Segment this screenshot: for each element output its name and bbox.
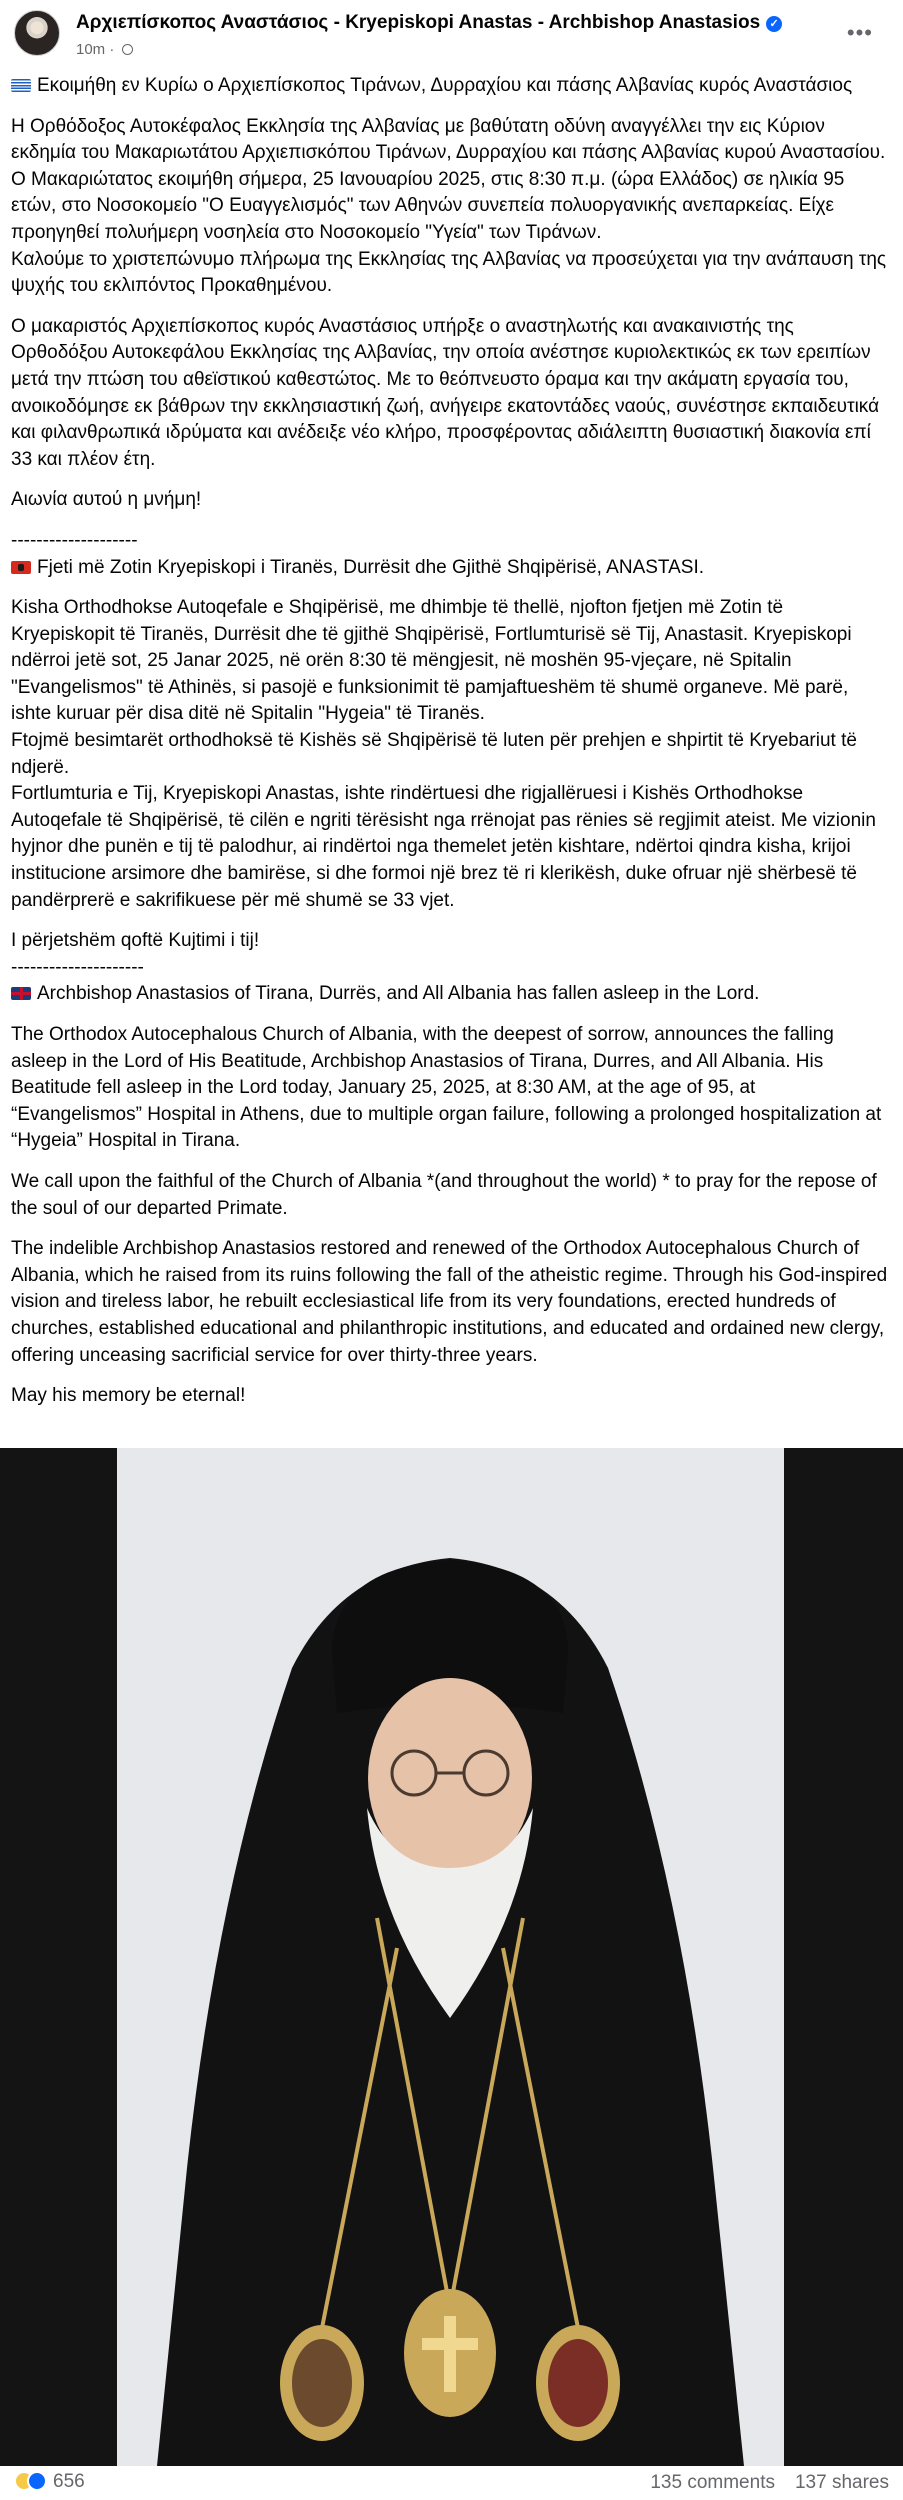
archbishop-portrait [117, 1448, 784, 2466]
albanian-memory-line: I përjetshëm qoftë Kujtimi i tij! [11, 930, 260, 952]
post-time[interactable]: 10m [76, 41, 106, 58]
greece-flag-icon [11, 79, 31, 92]
like-reaction-icon [27, 2471, 47, 2491]
post-text [11, 73, 891, 1424]
greek-paragraph-2: Καλούμε το χριστεπώνυμο πλήρωμα της Εκκλησίας της Αλβανίας να προσεύχεται για την ανάπαυση της ψυχής του εκλιπόντος Προκαθημένου. [11, 248, 887, 297]
comments-count[interactable]: 135 comments [650, 2472, 775, 2493]
divider-2: --------------------- [11, 956, 144, 978]
public-globe-icon [122, 44, 133, 55]
english-paragraph-2: We call upon the faithful of the Church of Albania *(and throughout the world) * to pray for the repose of the soul of our departed Primate. [11, 1170, 877, 1219]
greek-paragraph-3: Ο μακαριστός Αρχιεπίσκοπος κυρός Αναστάσιος υπήρξε ο αναστηλωτής και ανακαινιστής της Ορθοδόξου Αυτοκεφάλου Εκκλησίας της Αλβανίας, την οποία ανέστησε κυριολεκτικώς εκ των ερειπίων μετά την πτώση του αθεϊστικού καθεστώτος. Με το θεόπνευστο όραμα και την ακάματη εργασία του, ανοικοδόμησε εκ βάθρων την εκκλησιαστική ζωή, ανήγειρε εκατοντάδες ναούς, συνέστησε εκπαιδευτικά και φιλανθρωπικά ιδρύματα και ανέδειξε νέο κλήρο, προσφέροντας αδιάλειπτη θυσιαστική διακονία επί 33 και πλέον έτη. [11, 315, 880, 470]
uk-flag-icon [11, 987, 31, 1000]
author-name[interactable] [76, 12, 782, 34]
english-title-line [11, 981, 891, 1008]
reaction-count: 656 [53, 2471, 85, 2492]
greek-memory-line: Αιωνία αυτού η μνήμη! [11, 489, 202, 511]
greek-title: Εκοιμήθη εν Κυρίω ο Αρχιεπίσκοπος Τιράνων, Δυρραχίου και πάσης Αλβανίας κυρός Αναστάσιος [37, 75, 853, 96]
post-stats [650, 2472, 889, 2494]
albanian-title-line [11, 555, 891, 582]
greek-paragraph-1: Η Ορθόδοξος Αυτοκέφαλος Εκκλησία της Αλβανίας με βαθύτατη οδύνη αναγγέλλει την εις Κύριον εκδημία του Μακαριωτάτου Αρχιεπισκόπου Τιράνων, Δυρραχίου και πάσης Αλβανίας κυρού Αναστασίου. Ο Μακαριώτατος εκοιμήθη σήμερα, 25 Ιανουαρίου 2025, στις 8:30 π.μ. (ώρα Ελλάδος) σε ηλικία 95 ετών, στο Νοσοκομείο "Ο Ευαγγελισμός" των Αθηνών συνεπεία πολυοργανικής ανεπαρκείας. Είχε προηγηθεί πολυήμερη νοσηλεία στο Νοσοκομείο "Υγεία" των Τιράνων. [11, 115, 886, 243]
verified-badge-icon: ✓ [766, 16, 782, 32]
avatar[interactable] [14, 10, 60, 56]
post-meta: 10m · [76, 41, 133, 58]
albanian-title: Fjeti më Zotin Kryepiskopi i Tiranës, Durrësit dhe Gjithë Shqipërisë, ANASTASI. [37, 556, 705, 578]
albania-flag-icon [11, 561, 31, 574]
english-title: Archbishop Anastasios of Tirana, Durrës, and All Albania has fallen asleep in the Lord. [37, 983, 760, 1005]
more-options-icon[interactable]: ••• [846, 20, 873, 45]
post-header [0, 0, 903, 66]
english-paragraph-1: The Orthodox Autocephalous Church of Albania, with the deepest of sorrow, announces the falling asleep in the Lord of His Beatitude, Archbishop Anastasios of Tirana, Durres, and All Albania. His Beatitude fell asleep in the Lord today, January 25, 2025, at 8:30 AM, at the age of 95, at “Evangelismos” Hospital in Athens, due to multiple organ failure, following a prolonged hospitalization at “Hygeia” Hospital in Tirana. [11, 1024, 882, 1152]
reaction-summary[interactable] [14, 2471, 85, 2493]
post-photo[interactable] [0, 1448, 903, 2466]
albanian-paragraph-2: Ftojmë besimtarët orthodhoksë të Kishës së Shqipërisë të luten për prehjen e shpirtit të Kryebariut të ndjerë. [11, 730, 857, 778]
english-paragraph-3: The indelible Archbishop Anastasios restored and renewed of the Orthodox Autocephalous Church of Albania, which he raised from its ruins following the fall of the atheistic regime. Through his God-inspired vision and tireless labor, he rebuilt ecclesiastical life from its very foundations, erected hundreds of churches, established educational and philanthropic institutions, and educated and ordained new clergy, offering unceasing sacrificial service for over thirty-three years. [11, 1238, 888, 1366]
post-footer [0, 2466, 903, 2500]
divider-1: -------------------- [11, 529, 138, 551]
english-memory-line: May his memory be eternal! [11, 1385, 246, 1407]
shares-count[interactable]: 137 shares [794, 2472, 889, 2493]
albanian-paragraph-3: Fortlumturia e Tij, Kryepiskopi Anastas, ishte rindërtuesi dhe rigjallëruesi i Kishës Orthodhokse Autoqefale të Shqipërisë, të cilën e ngriti tërësisht nga rrënojat pas rënies së regjimit ateist. Me vizionin hyjnor dhe punën e tij të palodhur, ai rindërtoi nga themelet jetën kishtare, ndërtoi qindra kisha, krijoi institucione arsimore dhe bamirëse, si dhe formoi një brez të ri klerikësh, duke ofruar një shërbesë të pandërprerë e sakrifikuese për më shumë se 33 vjet. [11, 783, 876, 911]
albanian-paragraph-1: Kisha Orthodhokse Autoqefale e Shqipërisë, me dhimbje të thellë, njofton fjetjen më Zotin të Kryepiskopit të Tiranës, Durrësit dhe të gjithë Shqipërisë, Fortlumturisë së Tij, Anastasit. Kryepiskopi ndërroi jetë sot, 25 Janar 2025, në orën 8:30 të mëngjesit, në moshën 95-vjeçare, në Spitalin "Evangelismos" të Athinës, si pasojë e funksionimit të pamjaftueshëm të shumë organeve. Më parë, ishte kuruar për disa ditë në Spitalin "Hygeia" të Tiranës. [11, 597, 852, 725]
greek-title-line [11, 73, 891, 100]
author-name-text[interactable]: Αρχιεπίσκοπος Αναστάσιος - Kryepiskopi Anastas - Archbishop Anastasios [76, 12, 761, 33]
